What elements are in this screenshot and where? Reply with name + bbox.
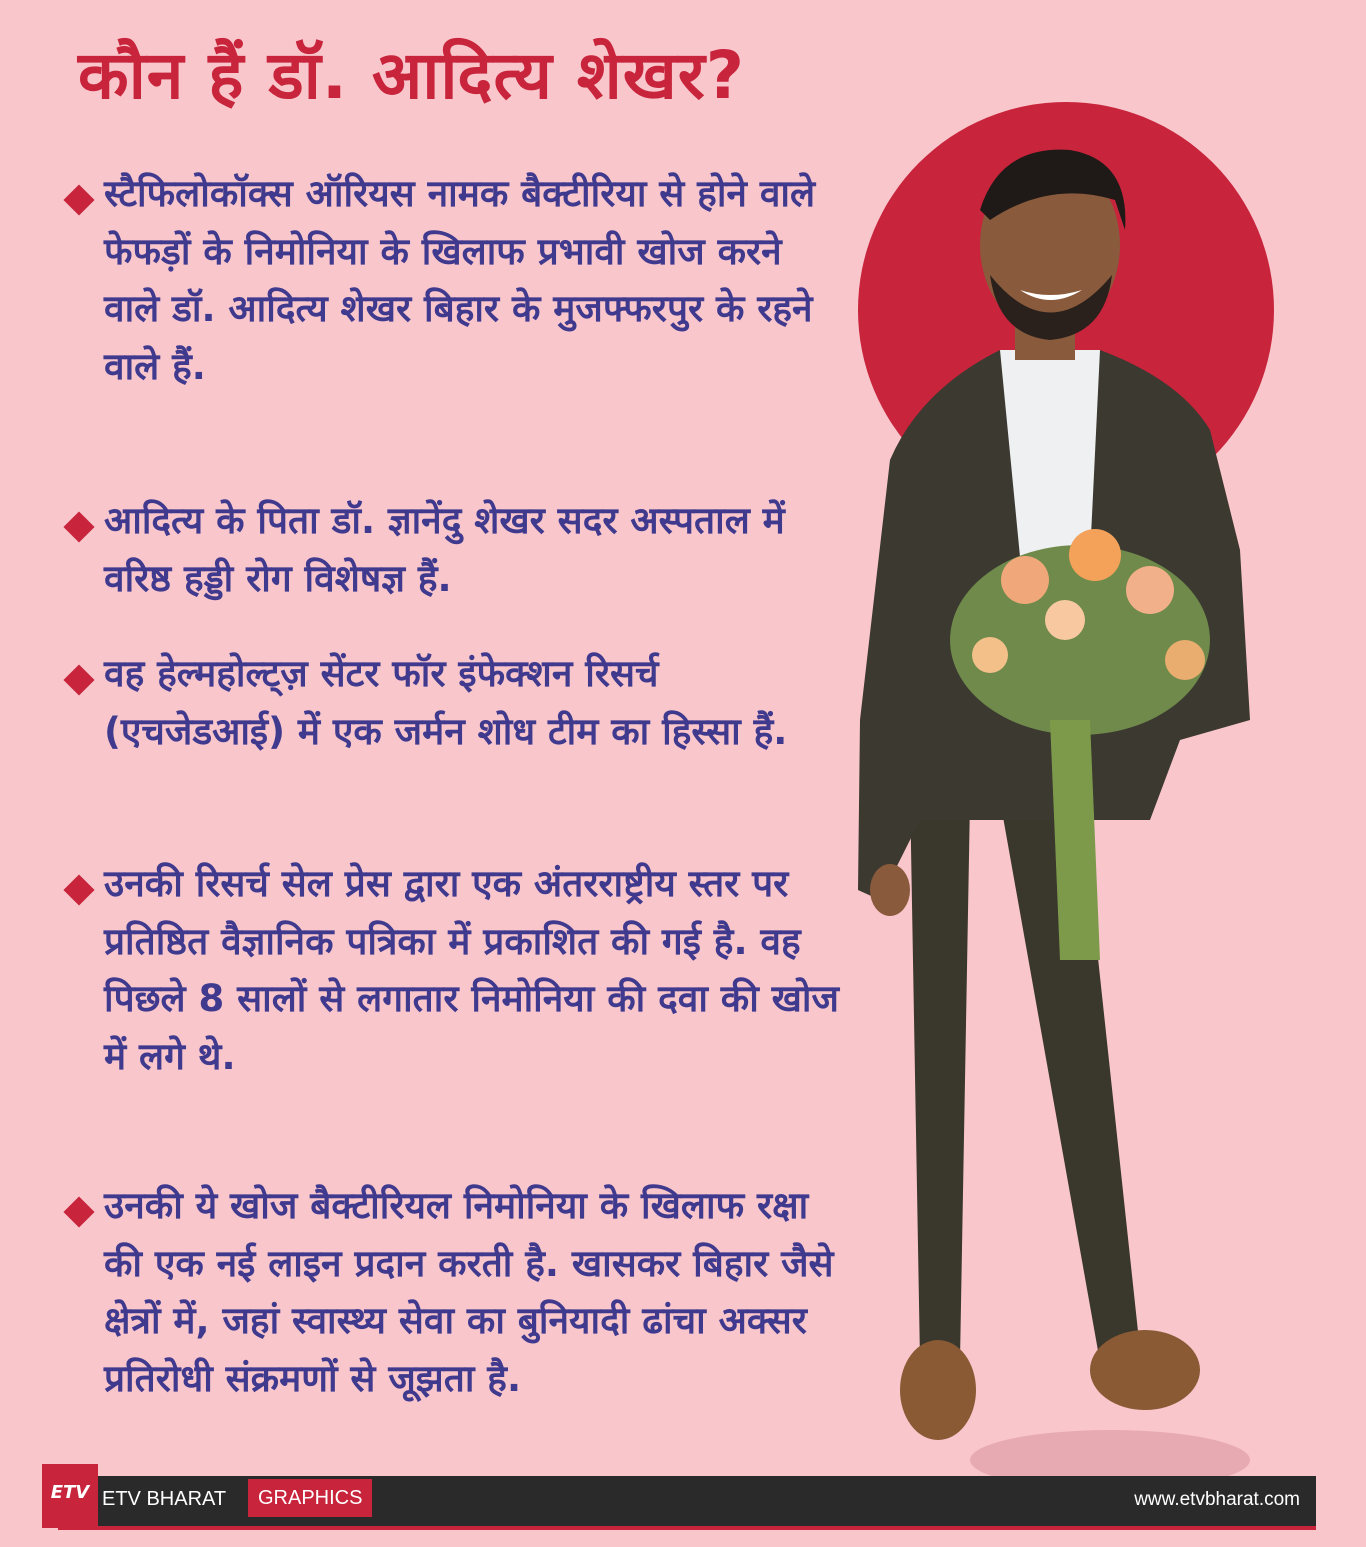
diamond-bullet-icon	[63, 1196, 94, 1227]
section-label: GRAPHICS	[248, 1479, 372, 1517]
bullet-text: आदित्य के पिता डॉ. ज्ञानेंदु शेखर सदर अस्पताल में वरिष्ठ हड्डी रोग विशेषज्ञ हैं.	[104, 499, 785, 600]
bullet-text: वह हेल्महोल्ट्ज़ सेंटर फॉर इंफेक्शन रिसर्च (एचजेडआई) में एक जर्मन शोध टीम का हिस्सा हैं.	[104, 652, 788, 753]
trousers	[910, 790, 1140, 1362]
footer-bar	[50, 1476, 1316, 1530]
bullet-item	[62, 165, 842, 395]
diamond-bullet-icon	[63, 511, 94, 542]
page-title: कौन हैं डॉ. आदित्य शेखर?	[78, 37, 746, 114]
diamond-bullet-icon	[63, 184, 94, 215]
bullet-text: उनकी ये खोज बैक्टीरियल निमोनिया के खिलाफ रक्षा की एक नई लाइन प्रदान करती है. खासकर बिहार जैसे क्षेत्रों में, जहां स्वास्थ्य सेवा का बुनियादी ढांचा अक्सर प्रतिरोधी संक्रमणों से जूझता है.	[104, 1184, 834, 1400]
person-photo	[850, 100, 1280, 1490]
bullet-item	[62, 645, 842, 760]
diamond-bullet-icon	[63, 664, 94, 695]
brand-name: ETV BHARAT	[102, 1488, 227, 1510]
bullet-item	[62, 492, 842, 607]
bullet-text: स्टैफिलोकॉक्स ऑरियस नामक बैक्टीरिया से होने वाले फेफड़ों के निमोनिया के खिलाफ प्रभावी खोज करने वाले डॉ. आदित्य शेखर बिहार के मुजफ्फरपुर के रहने वाले हैं.	[104, 172, 816, 388]
right-shoe	[1090, 1330, 1200, 1410]
bullet-item	[62, 1177, 842, 1407]
left-shoe	[900, 1340, 976, 1440]
diamond-bullet-icon	[63, 874, 94, 905]
website-url: www.etvbharat.com	[1134, 1489, 1300, 1510]
hand	[870, 864, 910, 916]
bullet-item	[62, 855, 842, 1085]
etv-logo: ETV	[42, 1464, 98, 1528]
bullet-text: उनकी रिसर्च सेल प्रेस द्वारा एक अंतरराष्ट्रीय स्तर पर प्रतिष्ठित वैज्ञानिक पत्रिका में प्रकाशित की गई है. वह पिछले 8 सालों से लगातार निमोनिया की दवा की खोज में लगे थे.	[104, 862, 839, 1078]
